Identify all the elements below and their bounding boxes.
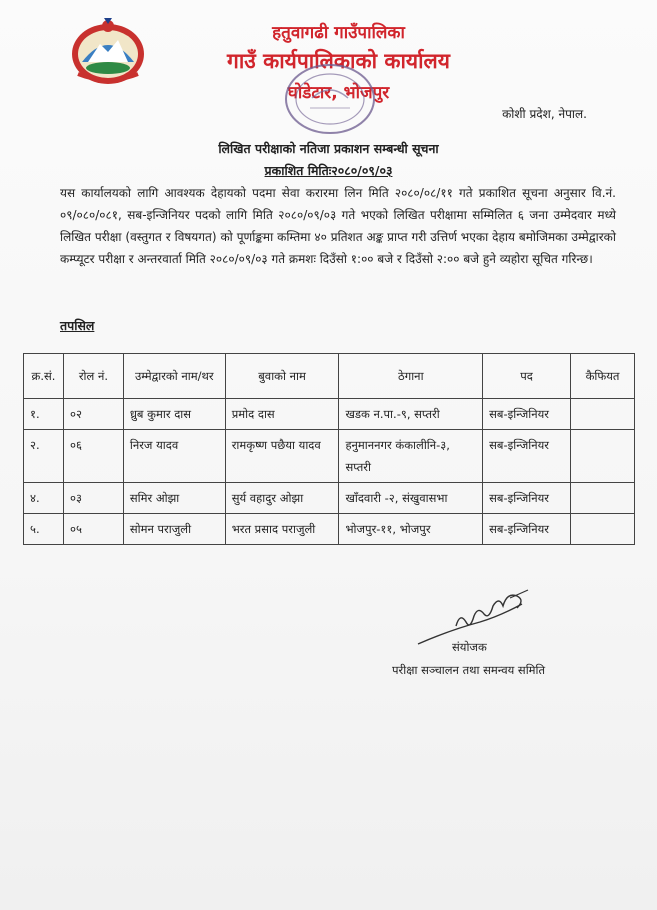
cell-roll: ०२: [63, 399, 123, 430]
signatory-role: संयोजक: [452, 640, 487, 654]
cell-address: हनुमाननगर कंकालीनि-३, सप्तरी: [339, 430, 483, 483]
cell-post: सब-इन्जिनियर: [483, 399, 571, 430]
cell-address: भोजपुर-११, भोजपुर: [339, 514, 483, 545]
cell-post: सब-इन्जिनियर: [483, 430, 571, 483]
cell-roll: ०५: [63, 514, 123, 545]
table-row: [24, 430, 635, 483]
cell-roll: ०३: [63, 483, 123, 514]
cell-candidate: निरज यादव: [123, 430, 225, 483]
cell-post: सब-इन्जिनियर: [483, 514, 571, 545]
cell-serial: ४.: [24, 483, 64, 514]
header-roll: रोल नं.: [63, 354, 123, 399]
cell-roll: ०६: [63, 430, 123, 483]
cell-father: प्रमोद दास: [225, 399, 339, 430]
cell-serial: ५.: [24, 514, 64, 545]
cell-address: खडक न.पा.-९, सप्तरी: [339, 399, 483, 430]
cell-father: सुर्य वहादुर ओझा: [225, 483, 339, 514]
cell-serial: १.: [24, 399, 64, 430]
cell-candidate: ध्रुब कुमार दास: [123, 399, 225, 430]
notice-body: यस कार्यालयको लागि आवश्यक देहायको पदमा सेवा करारमा लिन मिति २०८०/०८/११ गते प्रकाशित सूचना अनुसार वि.नं. ०९/०८०/०८१, सब-इन्जिनियर पदको लागि मिति २०८०/०९/०३ गते भएको लिखित परीक्षामा सम्मिलित ६ जना उम्मेदवार मध्ये लिखित परीक्षा (वस्तुगत र विषयगत) को पूर्णाङ्कमा कम्तिमा ४० प्रतिशत अङ्क प्राप्त गरी उत्तिर्ण भएका देहाय बमोजिमका उम्मेद्वारको कम्प्यूटर परीक्षा र अन्तरवार्ता मिति २०८०/०९/०३ गते क्रमशः दिउँसो १:०० बजे र दिउँसो २:०० बजे हुने व्यहोरा सूचित गरिन्छ।: [60, 186, 616, 266]
province-label: कोशी प्रदेश, नेपाल.: [502, 107, 587, 121]
cell-address: खाँदवारी -२, संखुवासभा: [339, 483, 483, 514]
cell-serial: २.: [24, 430, 64, 483]
cell-father: रामकृष्ण पछैया यादव: [225, 430, 339, 483]
header-father: बुवाको नाम: [225, 354, 339, 399]
header-post: पद: [483, 354, 571, 399]
cell-remarks: [571, 399, 635, 430]
header-candidate: उम्मेद्वारको नाम/थर: [123, 354, 225, 399]
table-row: [24, 483, 635, 514]
details-label: तपसिल: [60, 318, 95, 333]
cell-remarks: [571, 483, 635, 514]
cell-candidate: समिर ओझा: [123, 483, 225, 514]
cell-father: भरत प्रसाद पराजुली: [225, 514, 339, 545]
table-row: [24, 514, 635, 545]
published-date: प्रकाशित मितिः२०८०/०९/०३: [264, 163, 393, 178]
notice-title: लिखित परीक्षाको नतिजा प्रकाशन सम्बन्धी सूचना: [218, 141, 439, 156]
office-address: घोडेटार, भोजपुर: [287, 83, 390, 103]
results-table: [23, 353, 635, 545]
cell-remarks: [571, 514, 635, 545]
header-serial: क्र.सं.: [24, 354, 64, 399]
committee-name: परीक्षा सञ्चालन तथा समन्वय समिति: [392, 663, 546, 677]
table-row: [24, 399, 635, 430]
office-stamp: [282, 60, 378, 138]
office-name: गाउँ कार्यपालिकाको कार्यालय: [227, 49, 450, 73]
cell-candidate: सोमन पराजुली: [123, 514, 225, 545]
cell-remarks: [571, 430, 635, 483]
table-header-row: [24, 354, 635, 399]
header-remarks: कैफियत: [571, 354, 635, 399]
header-address: ठेगाना: [339, 354, 483, 399]
cell-post: सब-इन्जिनियर: [483, 483, 571, 514]
municipality-name: हतुवागढी गाउँपालिका: [272, 23, 405, 43]
